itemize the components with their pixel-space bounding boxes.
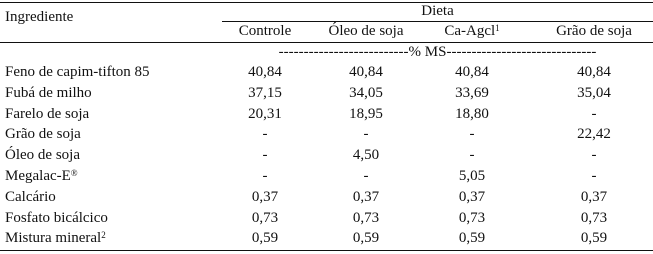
- value-cell: 37,15: [248, 85, 282, 101]
- value-cell: 0,37: [580, 189, 608, 205]
- column-header-controle: Controle: [238, 23, 292, 39]
- column-header-oleo-de-soja: Óleo de soja: [328, 23, 404, 39]
- value-cell: 35,04: [577, 85, 611, 101]
- value-cell: -: [469, 126, 475, 142]
- bottom-rule: [0, 250, 653, 251]
- ingredient-name: Mistura mineral$^2$: [5, 230, 106, 246]
- unit-row: --------------------------% MS------------------------------: [278, 44, 597, 60]
- value-cell: -: [591, 106, 597, 122]
- ingredient-name: Feno de capim-tifton 85: [5, 64, 150, 80]
- value-cell: 20,31: [248, 106, 282, 122]
- value-cell: 0,59: [580, 230, 608, 246]
- value-cell: 18,95: [349, 106, 383, 122]
- value-cell: 5,05: [458, 168, 486, 184]
- value-cell: -: [469, 147, 475, 163]
- ingredient-name: Calcário: [5, 189, 56, 205]
- value-cell: -: [363, 168, 369, 184]
- value-cell: 40,84: [455, 64, 489, 80]
- value-cell: -: [591, 147, 597, 163]
- value-cell: 0,59: [458, 230, 486, 246]
- column-header-ca-agcl: Ca-Agcl$^1$: [444, 23, 500, 39]
- value-cell: 0,73: [580, 210, 608, 226]
- value-cell: 0,73: [352, 210, 380, 226]
- value-cell: 40,84: [248, 64, 282, 80]
- ingredient-name: Farelo de soja: [5, 106, 90, 122]
- value-cell: -: [262, 147, 268, 163]
- value-cell: 33,69: [455, 85, 489, 101]
- value-cell: 0,59: [251, 230, 279, 246]
- value-cell: -: [262, 126, 268, 142]
- ingredient-name: Fosfato bicálcico: [5, 210, 108, 226]
- value-cell: 0,37: [352, 189, 380, 205]
- ingredient-name: Óleo de soja: [5, 147, 80, 163]
- value-cell: 4,50: [352, 147, 380, 163]
- value-cell: 0,73: [458, 210, 486, 226]
- value-cell: -: [591, 168, 597, 184]
- value-cell: 40,84: [349, 64, 383, 80]
- value-cell: 22,42: [577, 126, 611, 142]
- ingredient-name: Megalac-E®: [5, 168, 78, 184]
- value-cell: 0,59: [352, 230, 380, 246]
- ingredient-name: Fubá de milho: [5, 85, 92, 101]
- column-header-grao-de-soja: Grão de soja: [556, 23, 632, 39]
- ingredient-header: Ingrediente: [5, 9, 74, 25]
- value-cell: 18,80: [455, 106, 489, 122]
- value-cell: 0,73: [251, 210, 279, 226]
- value-cell: 0,37: [458, 189, 486, 205]
- value-cell: 34,05: [349, 85, 383, 101]
- ingredient-name: Grão de soja: [5, 126, 81, 142]
- value-cell: -: [363, 126, 369, 142]
- value-cell: 0,37: [251, 189, 279, 205]
- value-cell: 40,84: [577, 64, 611, 80]
- value-cell: -: [262, 168, 268, 184]
- diet-header: Dieta: [421, 3, 454, 19]
